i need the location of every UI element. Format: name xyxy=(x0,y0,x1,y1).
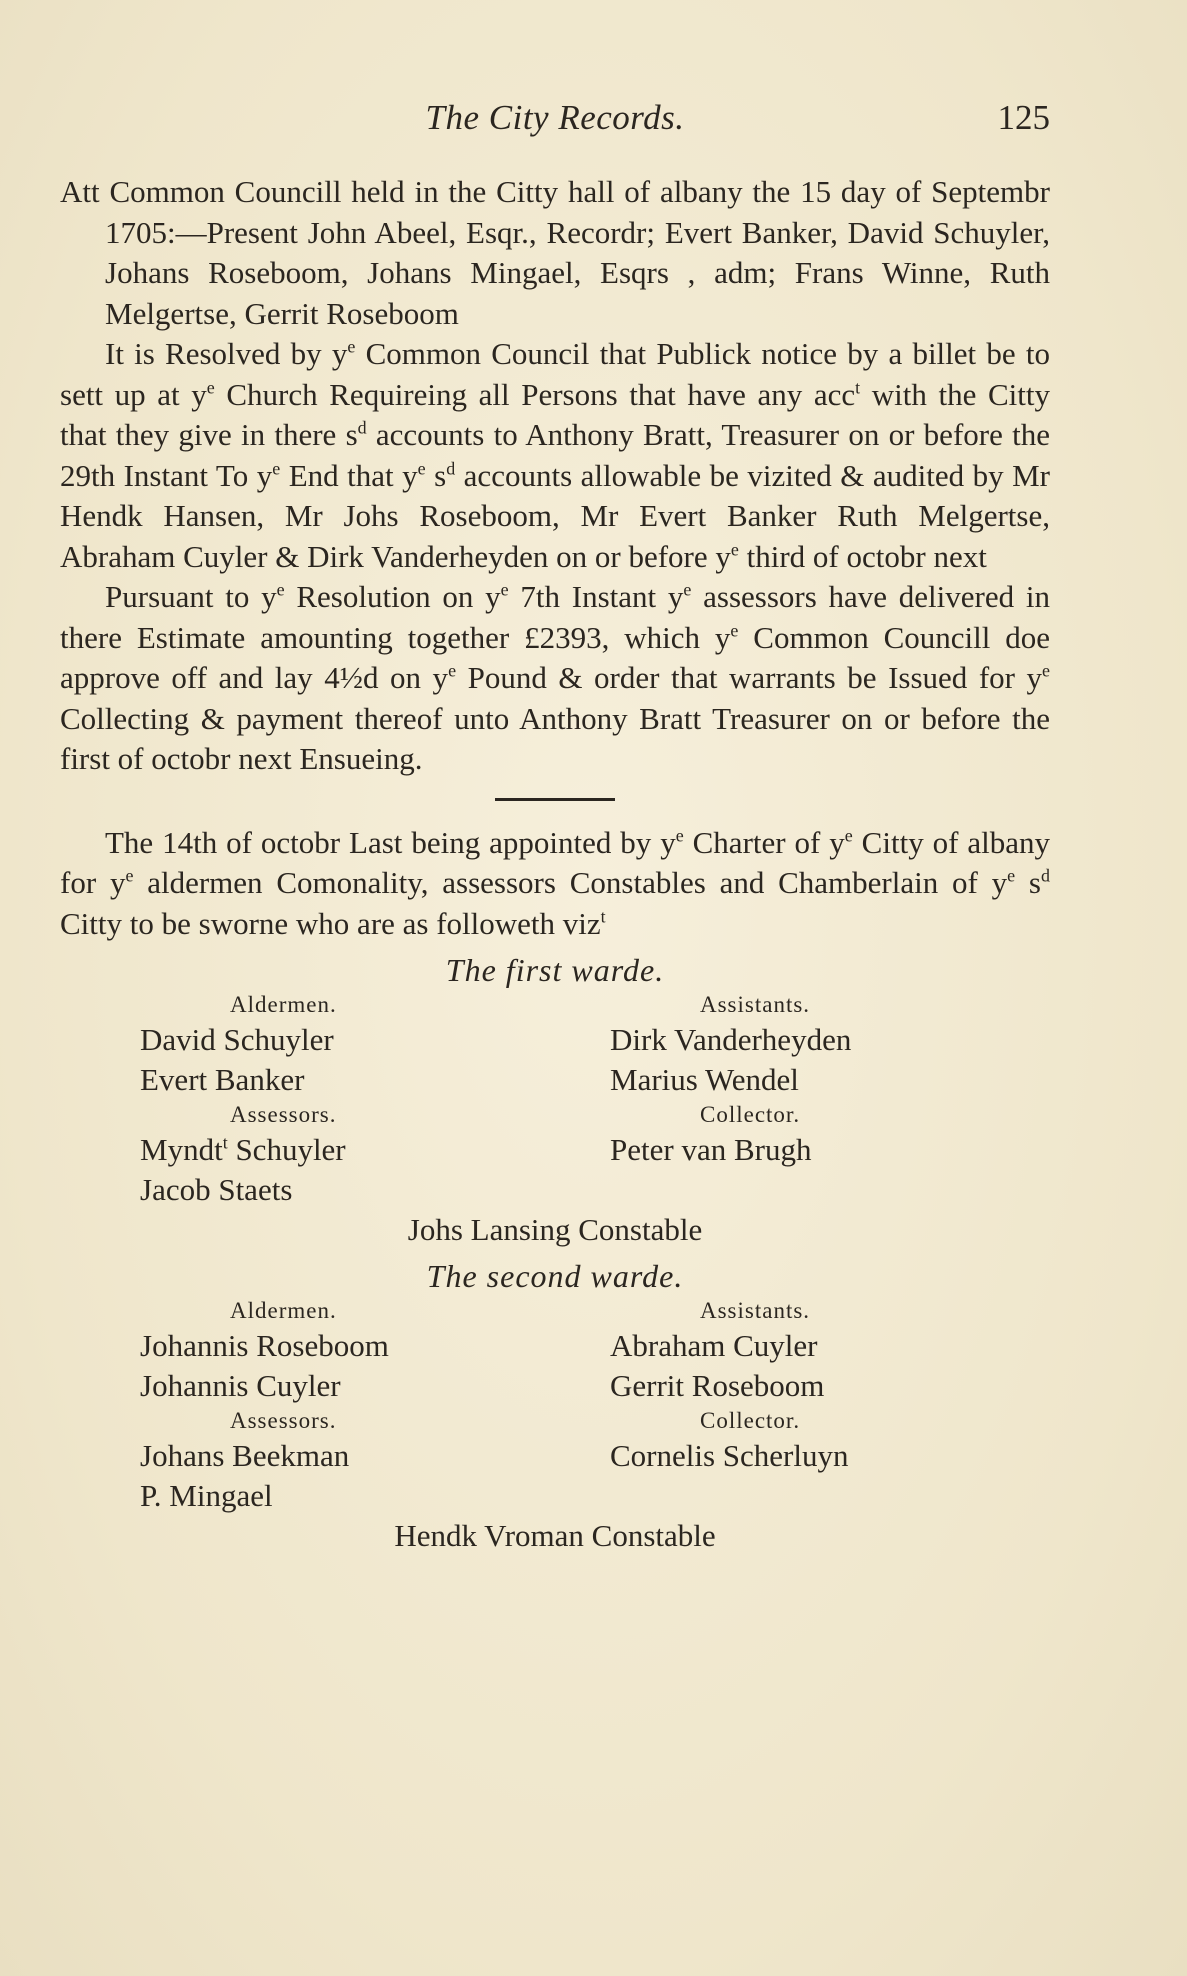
first-warde-collector xyxy=(610,1100,970,1210)
running-title: The City Records. xyxy=(425,98,685,137)
second-warde-assessors xyxy=(140,1406,560,1516)
second-warde-collector xyxy=(610,1406,970,1516)
assessors-label: Assessors. xyxy=(230,1102,337,1127)
assessor-name: Jacob Staets xyxy=(140,1172,293,1207)
assistants-label: Assistants. xyxy=(700,992,811,1017)
paragraph-council-meeting: Att Common Councill held in the Citty hall of albany the 15 day of Septembr 1705:—Present John Abeel, Esqr., Recordr; Evert Banker, David Schuyler, Johans Roseboom, Johans Mingael, Esqrs , adm; Frans Winne, Ruth Melgertse, Gerrit Roseboom xyxy=(60,174,1050,331)
collector-name: Cornelis Scherluyn xyxy=(610,1438,849,1473)
assistants-label: Assistants. xyxy=(700,1298,811,1323)
assessor-name: Johans Beekman xyxy=(140,1438,350,1473)
alderman-name: David Schuyler xyxy=(140,1022,334,1057)
alderman-name: Johannis Roseboom xyxy=(140,1328,389,1363)
assessor-name: Myndt$^t$ Schuyler xyxy=(140,1132,346,1167)
body-text xyxy=(60,172,1050,1556)
first-warde-roster xyxy=(60,950,1050,1250)
paragraph-charter: The 14th of octobr Last being appointed by $y^e$ Charter of $y^e$ Citty of albany for $y^e$ aldermen Comonality, assessors Constables and Chamberlain of $y^e$ $s^d$ Citty to be sworne who are as followeth viz$^t$ xyxy=(60,824,1050,941)
second-warde-aldermen xyxy=(140,1296,560,1406)
assistant-name: Gerrit Roseboom xyxy=(610,1368,825,1403)
aldermen-label: Aldermen. xyxy=(230,1298,337,1323)
first-warde-title: The first warde. xyxy=(445,952,665,988)
second-warde-constable: Hendk Vroman Constable xyxy=(394,1518,716,1553)
first-warde-aldermen xyxy=(140,990,560,1100)
aldermen-label: Aldermen. xyxy=(230,992,337,1017)
assistant-name: Abraham Cuyler xyxy=(610,1328,818,1363)
second-warde-title: The second warde. xyxy=(426,1258,684,1294)
alderman-name: Evert Banker xyxy=(140,1062,305,1097)
assessor-name: P. Mingael xyxy=(140,1478,273,1513)
assistant-name: Dirk Vanderheyden xyxy=(610,1022,852,1057)
collector-label: Collector. xyxy=(700,1102,801,1127)
first-warde-assessors xyxy=(140,1100,560,1210)
collector-label: Collector. xyxy=(700,1408,801,1433)
alderman-name: Johannis Cuyler xyxy=(140,1368,341,1403)
first-warde-assistants xyxy=(610,990,970,1100)
page-number: 125 xyxy=(997,98,1050,137)
paragraph-resolution: It is Resolved by $y^e$ Common Council that Publick notice by a billet be to sett up at $y^e$ Church Requireing all Persons that have any acc$^t$ with the Citty that they give in there $s^d$ accounts to Anthony Bratt, Treasurer on or before the 29th Instant To $y^e$ End that $y^e$ $s^d$ accounts allowable be vizited & audited by Mr Hendk Hansen, Mr Johs Roseboom, Mr Evert Banker Ruth Melgertse, Abraham Cuyler & Dirk Vanderheyden on or before $y^e$ third of octobr next xyxy=(60,336,1051,574)
assessors-label: Assessors. xyxy=(230,1408,337,1433)
second-warde-assistants xyxy=(610,1296,970,1406)
running-header xyxy=(60,98,1050,148)
collector-name: Peter van Brugh xyxy=(610,1132,812,1167)
section-divider xyxy=(495,798,615,801)
assistant-name: Marius Wendel xyxy=(610,1062,799,1097)
first-warde-constable: Johs Lansing Constable xyxy=(407,1212,703,1247)
second-warde-roster xyxy=(60,1256,1050,1556)
paragraph-assessment: Pursuant to $y^e$ Resolution on $y^e$ 7th Instant $y^e$ assessors have delivered in there Estimate amounting together £2393, which $y^e$ Common Councill doe approve off and lay 4½d on $y^e$ Pound & order that warrants be Issued for $y^e$ Collecting & payment thereof unto Anthony Bratt Treasurer on or before the first of octobr next Ensueing. xyxy=(60,579,1050,776)
